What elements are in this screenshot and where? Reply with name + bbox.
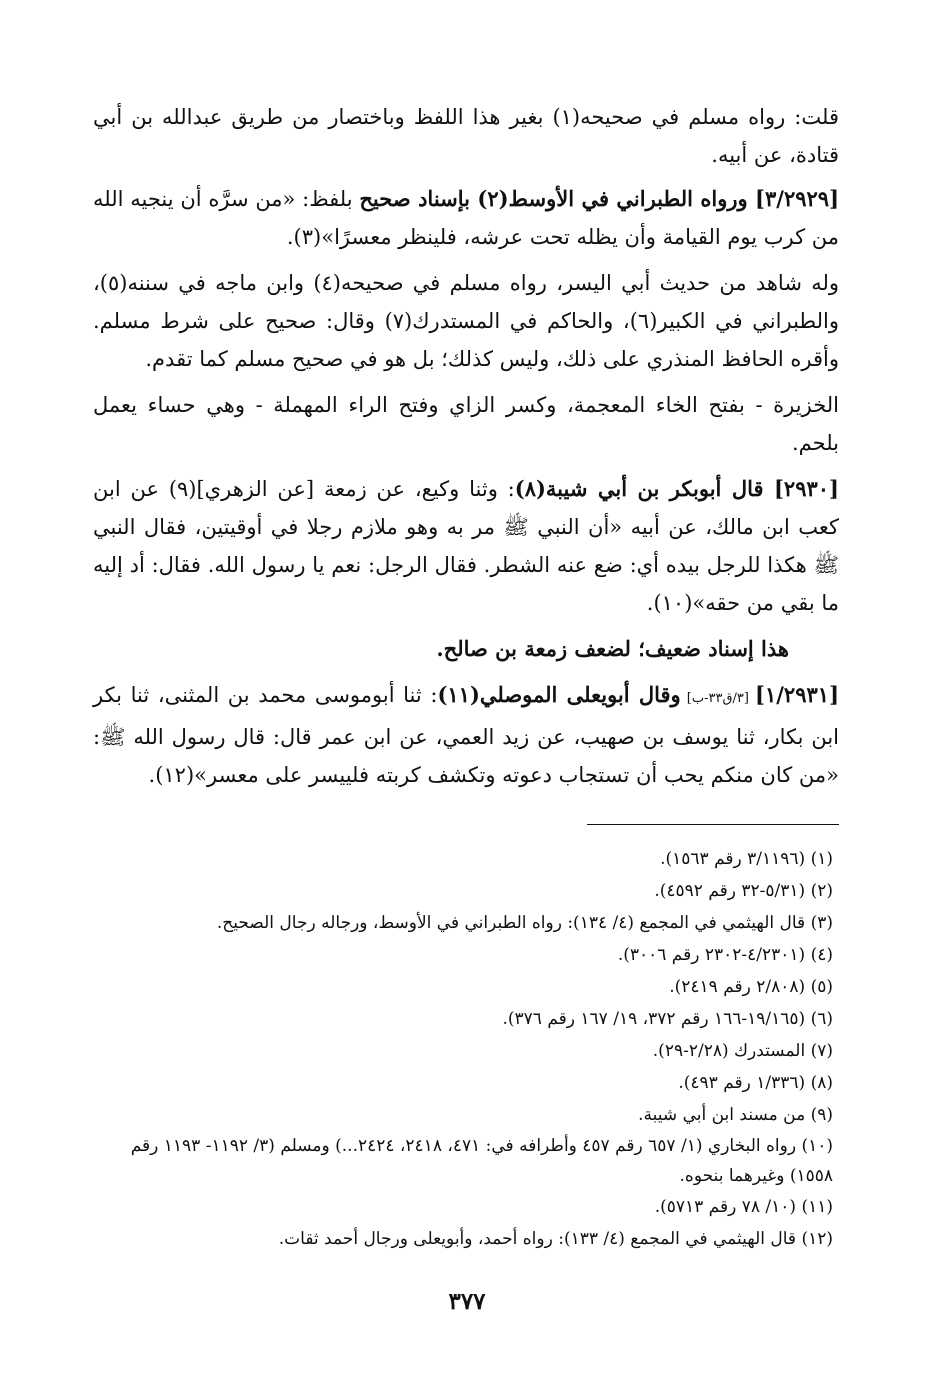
paragraph-1: [93, 98, 839, 174]
paragraph-khazira: [93, 386, 839, 462]
isnad-verdict-text: هذا إسناد ضعيف؛ لضعف زمعة بن صالح.: [436, 636, 789, 661]
footnote-2: (٢) (٥/٣١-٣٢ رقم ٤٥٩٢).: [654, 881, 833, 901]
footnote-12: (١٢) قال الهيثمي في المجمع (٤/ ١٣٣): رواه أحمد، وأبويعلى ورجال أحمد ثقات.: [278, 1229, 833, 1249]
footnote-9: (٩) من مسند ابن أبي شيبة.: [638, 1105, 833, 1125]
footnote-7: (٧) المستدرك (٢/٢٨-٢٩).: [652, 1041, 833, 1061]
paragraph-2930: [93, 470, 839, 622]
paragraph-1-text: قلت: رواه مسلم في صحيحه(١) بغير هذا اللفظ وباختصار من طريق عبدالله بن أبي قتادة، عن أبيه.: [93, 105, 839, 167]
hadith-2930-heading: [٢٩٣٠] قال أبوبكر بن أبي شيبة(٨): [514, 476, 839, 501]
hadith-2929-text: بلفظ: «من سرَّه أن ينجيه الله من كرب يوم القيامة وأن يظله تحت عرشه، فلينظر معسرًا»(٣).: [93, 187, 839, 249]
footnote-10: (١٠) رواه البخاري (١/ ٦٥٧ رقم ٤٥٧ وأطرافه في: ٤٧١، ٢٤١٨، ٢٤٢٤...) ومسلم (٣/ ١١٩٢- ١١٩٣ رقم ١٥٥٨) وغيرهما بنحوه.: [130, 1136, 833, 1186]
footnote-separator: [587, 824, 839, 825]
footnote-3: (٣) قال الهيثمي في المجمع (٤/ ١٣٤): رواه الطبراني في الأوسط، ورجاله رجال الصحيح.: [216, 913, 833, 933]
hadith-2929-heading: [٣/٢٩٢٩] ورواه الطبراني في الأوسط(٢) بإسناد صحيح: [359, 186, 840, 211]
paragraph-witness: [93, 264, 839, 378]
footnote-11: (١١) (١٠/ ٧٨ رقم ٥٧١٣).: [654, 1197, 833, 1217]
manuscript-reference: [٣/ق٣٣-ب]: [680, 691, 756, 706]
hadith-2931-number: [١/٢٩٣١]: [755, 682, 839, 707]
khazira-text: الخزيرة - بفتح الخاء المعجمة، وكسر الزاي وفتح الراء المهملة - وهي حساء يعمل بلحم.: [93, 393, 839, 455]
paragraph-2931: [93, 676, 839, 794]
footnote-5: (٥) (٢/٨٠٨ رقم ٢٤١٩).: [669, 977, 833, 997]
main-text: [93, 98, 839, 794]
page-number: ٣٧٧: [448, 1288, 486, 1315]
paragraph-isnad-verdict: [93, 630, 839, 668]
footnote-8: (٨) (١/٣٣٦ رقم ٤٩٣).: [678, 1073, 833, 1093]
hadith-2931-heading: وقال أبويعلى الموصلي(١١): [437, 682, 681, 707]
paragraph-2929: [93, 180, 839, 256]
footnotes-list: [93, 843, 839, 1255]
footnote-1: (١) (٣/١١٩٦ رقم ١٥٦٣).: [660, 849, 833, 869]
hadith-2931-text: : ثنا أبوموسى محمد بن المثنى، ثنا بكر ابن بكار، ثنا يوسف بن صهيب، عن زيد العمي، عن ابن عمر قال: قال رسول الله ﷺ: «من كان منكم يحب أن تستجاب دعوته وتكشف كربته فلييسر على معسر»(١٢).: [93, 683, 839, 787]
footnote-6: (٦) (١٩/١٦٥-١٦٦ رقم ٣٧٢، ١٩/ ١٦٧ رقم ٣٧٦).: [502, 1009, 833, 1029]
hadith-2930-text: : وثنا وكيع، عن زمعة [عن الزهري](٩) عن ابن كعب ابن مالك، عن أبيه «أن النبي ﷺ مر به وهو ملازم رجلا في أوقيتين، فقال النبي ﷺ هكذا للرجل بيده أي: ضع عنه الشطر. فقال الرجل: نعم يا رسول الله. فقال: أد إليه ما بقي من حقه»(١٠).: [93, 477, 839, 615]
footnote-4: (٤) (٤/٢٣٠١-٢٣٠٢ رقم ٣٠٠٦).: [617, 945, 833, 965]
witness-text: وله شاهد من حديث أبي اليسر، رواه مسلم في صحيحه(٤) وابن ماجه في سننه(٥)، والطبراني في الكبير(٦)، والحاكم في المستدرك(٧) وقال: صحيح على شرط مسلم. وأقره الحافظ المنذري على ذلك، وليس كذلك؛ بل هو في صحيح مسلم كما تقدم.: [93, 271, 840, 371]
